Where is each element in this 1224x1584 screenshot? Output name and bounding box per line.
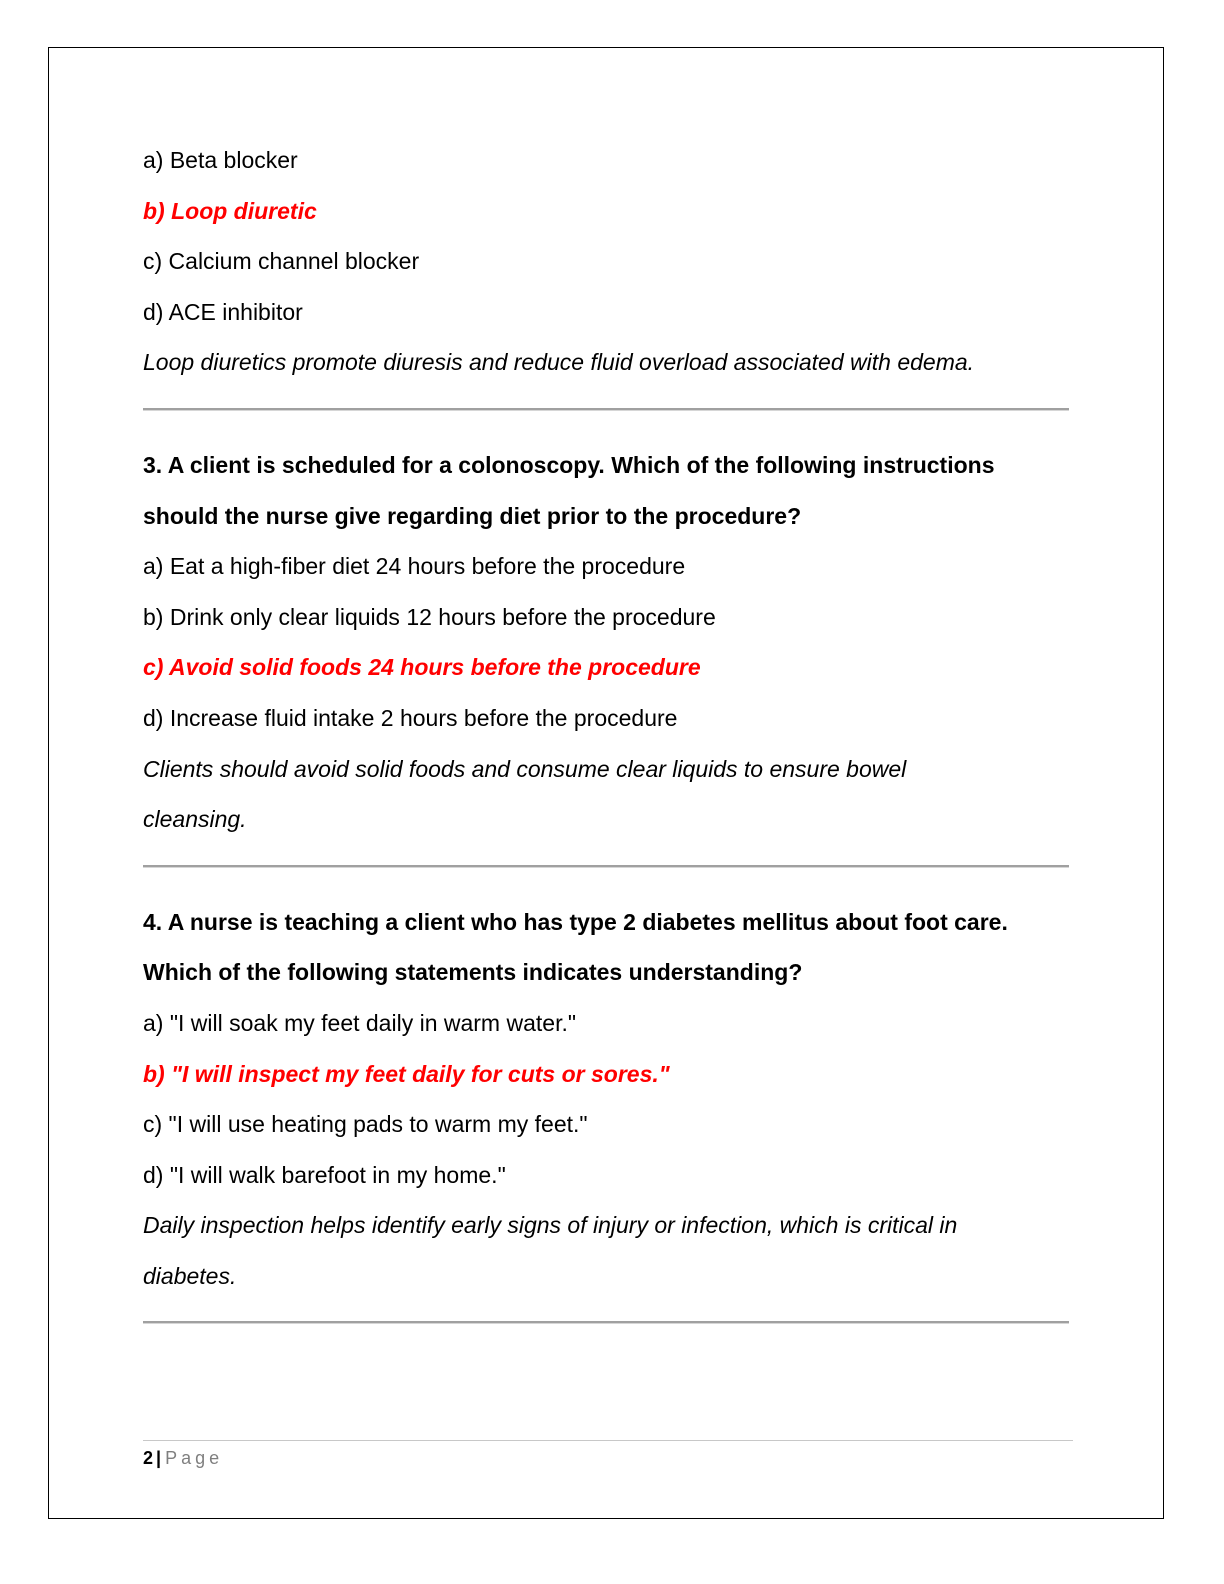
section-divider — [143, 1321, 1069, 1324]
q4-option-a: a) "I will soak my feet daily in warm water." — [143, 1009, 577, 1036]
q4-rationale-line-1: Daily inspection helps identify early signs of injury or infection, which is critical in — [143, 1212, 958, 1239]
q3-question-line-2: should the nurse give regarding diet prior to the procedure? — [143, 502, 802, 529]
q3-question-line-1: 3. A client is scheduled for a colonoscopy. Which of the following instructions — [143, 451, 995, 478]
q3-rationale-line-2: cleansing. — [143, 806, 247, 833]
q3-option-a: a) Eat a high-fiber diet 24 hours before the procedure — [143, 553, 686, 580]
q3-option-b: b) Drink only clear liquids 12 hours before the procedure — [143, 603, 716, 630]
footer-rule — [143, 1440, 1073, 1441]
q2-option-a: a) Beta blocker — [143, 147, 298, 173]
q4-option-c: c) "I will use heating pads to warm my feet." — [143, 1111, 588, 1138]
page-footer — [143, 1446, 223, 1470]
q3-option-d: d) Increase fluid intake 2 hours before the procedure — [143, 704, 678, 731]
page-content — [143, 135, 1073, 1324]
page-label: Page — [165, 1448, 224, 1468]
q3-option-c-correct: c) Avoid solid foods 24 hours before the procedure — [143, 654, 701, 681]
footer-separator: | — [156, 1448, 162, 1468]
q2-rationale: Loop diuretics promote diuresis and reduce fluid overload associated with edema. — [143, 349, 975, 376]
question-4-block — [143, 897, 1073, 1302]
q4-option-d: d) "I will walk barefoot in my home." — [143, 1161, 506, 1188]
q4-question-line-1: 4. A nurse is teaching a client who has type 2 diabetes mellitus about foot care. — [143, 908, 1008, 935]
question-3-block — [143, 440, 1073, 845]
page-number: 2 — [143, 1448, 154, 1468]
q2-option-b-correct: b) Loop diuretic — [143, 197, 317, 224]
q2-option-c: c) Calcium channel blocker — [143, 248, 420, 275]
q4-question-line-2: Which of the following statements indicates understanding? — [143, 959, 803, 986]
question-2-block — [143, 135, 1073, 388]
q4-rationale-line-2: diabetes. — [143, 1262, 237, 1289]
q2-option-d: d) ACE inhibitor — [143, 298, 303, 325]
q3-rationale-line-1: Clients should avoid solid foods and consume clear liquids to ensure bowel — [143, 755, 907, 782]
q4-option-b-correct: b) "I will inspect my feet daily for cuts or sores." — [143, 1060, 670, 1087]
